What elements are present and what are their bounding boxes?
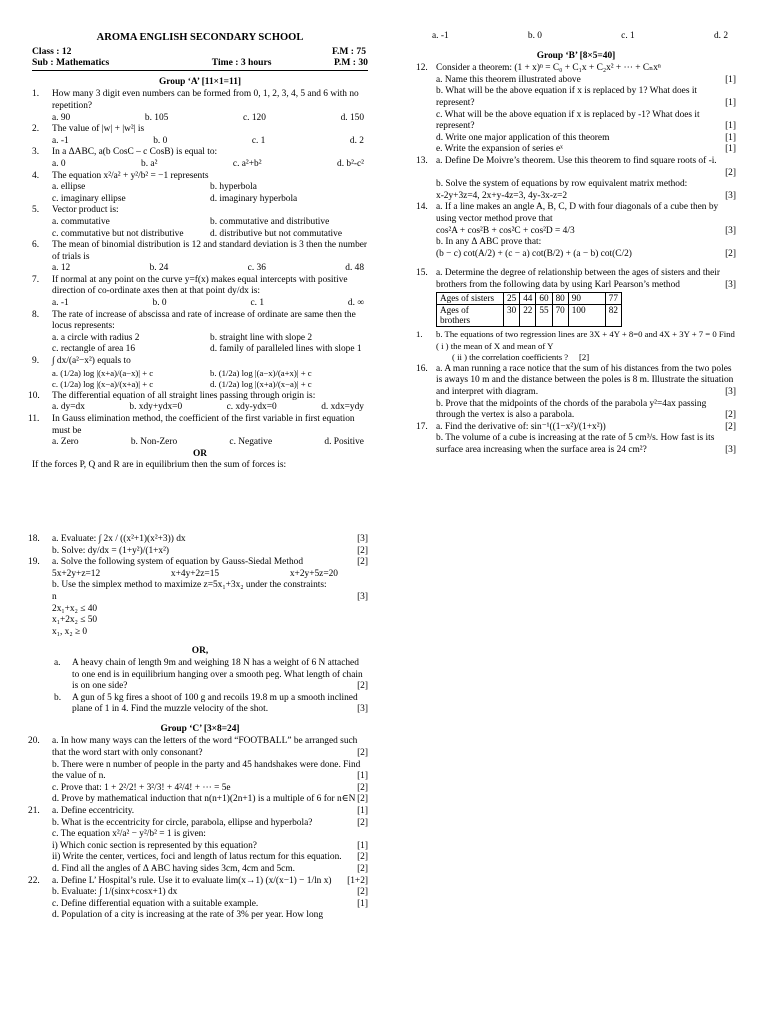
q12c: c. What will be the above equation if x is replaced by -1? What does it represent? [1] [436, 109, 736, 132]
question-19: 19. a. Solve the following system of equation by Gauss-Siedal Method [2] [28, 557, 368, 568]
exam-meta-row-1 [32, 46, 368, 58]
q19b: b. Use the simplex method to maximize z=5x₁+3x₂ under the constraints: [52, 580, 327, 591]
q21c: c. The equation x²/a² − y²/b² = 1 is given: [52, 829, 206, 840]
q3-options: a. 0 b. a² c. a²+b² d. b²-c² [52, 158, 364, 169]
q7-options: a. -1 b. 0 c. 1 d. ∞ [52, 298, 364, 309]
blank-gap [32, 472, 368, 534]
q14b-formula: (b − c) cot(A/2) + (c − a) cot(B/2) + (a − b) cot(C/2) [2] [436, 248, 736, 259]
question-20: 20. a. In how many ways can the letters of the word “FOOTBALL” be arranged such that the word start with only consonant? [2] [28, 736, 368, 759]
subject-label: Sub : Mathematics [32, 57, 110, 69]
q19a-equations: 5x+2y+z=12 x+4y+2z=15 x+2y+5z=20 [52, 568, 338, 579]
question-14: 14. a. If a line makes an angle A, B, C, D with four diagonals of a cube then by using vector method prove that [416, 202, 719, 224]
q14a-formula: cos²A + cos²B + cos²C + cos²D = 4/3 [3] [436, 225, 736, 236]
q9-options: a. (1/2a) log |(x+a)/(a−x)| + c b. (1/2a) log |(a−x)/(a+x)| + c c. (1/2a) log |(x−a)/(x+a)| + c d. (1/2a) log |(x+a)/(x−a)| + c [52, 367, 312, 390]
group-a-title: Group ‘A’ [11×1=11] [158, 76, 242, 87]
group-b-title: Group ‘B’ [8×5=40] [536, 50, 616, 61]
q12b: b. What will be the above equation if x is replaced by 1? What does it represent? [1] [436, 86, 736, 108]
q11-options: a. Zero b. Non-Zero c. Negative d. Positive [52, 437, 364, 448]
constraint-1: 2x₁+x₂ ≤ 40 [52, 603, 98, 614]
question-2: 2. The value of |w| + |w²| is [32, 124, 145, 135]
q17b: b. The volume of a cube is increasing at the rate of 5 cm³/s. How fast is its surface area increasing when the surface area is 24 cm²? [3] [436, 433, 736, 455]
q16b: b. Prove that the midpoints of the chords of the parabola y²=4ax passing through the vertex is also a parabola. [2] [436, 398, 736, 421]
q13b-equations: x-2y+3z=4, 2x+y-4z=3, 4y-3x-z=2 [3] [436, 190, 736, 201]
q15b: 1. b. The equations of two regression lines are 3X + 4Y + 8=0 and 4X + 3Y + 7 = 0 Find ( i ) the mean of X and mean of Y [416, 328, 735, 351]
question-1: 1. How many 3 digit even numbers can be formed from 0, 1, 2, 3, 4, 5 and 6 with no repetition? [32, 89, 359, 111]
q13a-marks: [2] [725, 167, 736, 178]
q12d: d. Write one major application of this theorem [1] [436, 132, 736, 143]
or-question-b: b. A gun of 5 kg fires a shoot of 100 g and recoils 19.8 m up a smooth inclined plane of 1 in 4. Find the muzzle velocity of the shot. [3] [54, 692, 368, 715]
q2-options: a. -1 b. 0 c. 1 d. 2 [52, 135, 364, 146]
or-label: OR [192, 448, 208, 459]
table-row: Ages of sisters 25 44 60 80 90 77 [437, 293, 622, 305]
group-c-title: Group ‘C’ [3×8=24] [160, 723, 240, 734]
question-8: 8. The rate of increase of abscissa and rate of increase of ordinate are same then the locus represents: [32, 309, 356, 332]
q21d: d. Find all the angles of Δ ABC having sides 3cm, 4cm and 5cm. [2] [52, 864, 368, 874]
q18b: b. Solve: dy/dx = (1+y²)/(1+x²) [2] [52, 545, 368, 556]
full-marks: F.M : 75 [331, 45, 366, 57]
question-17: 17. a. Find the derivative of: sin⁻¹((1−x²)/(1+x²)) [2] [416, 421, 736, 432]
q20c: c. Prove that: 1 + 2²/2! + 3²/3! + 4²/4! + ⋯ = 5e [2] [52, 782, 368, 793]
q14b: b. In any Δ ABC prove that: [436, 237, 542, 248]
q21b: b. What is the eccentricity for circle, parabola, ellipse and hyperbola? [2] [52, 817, 368, 828]
or-label-2: OR, [191, 646, 209, 657]
q19b-n: n [3] [52, 591, 368, 602]
q15b-ii: ( ii ) the correlation coefficients ? [2] [452, 352, 590, 363]
q8-options: a. a circle with radius 2 b. straight line with slope 2 c. rectangle of area 16 d. family of paralleled lines with slope 1 [52, 332, 362, 355]
question-10: 10. The differential equation of all straight lines passing through origin is: [28, 390, 316, 401]
q22d: d. Population of a city is increasing at the rate of 3% per year. How long [52, 910, 324, 921]
question-13: 13. a. Define De Moivre’s theorem. Use this theorem to find square roots of -i. [416, 155, 717, 166]
question-18: 18. a. Evaluate: ∫ 2x / ((x²+1)(x²+3)) dx [3] [28, 533, 368, 544]
q22c: c. Define differential equation with a suitable example. [1] [52, 898, 368, 909]
question-11: 11. In Gauss elimination method, the coefficient of the first variable in first equation must be [28, 414, 355, 436]
left-column [28, 32, 368, 922]
constraint-3: x₁, x₂ ≥ 0 [52, 626, 88, 637]
forces-question: If the forces P, Q and R are in equilibrium then the sum of forces is: [32, 460, 287, 471]
or-question-a: a. A heavy chain of length 9m and weighing 18 N has a weight of 6 N attached to one end is in equilibrium hanging over a smooth peg. What length of chain is on one side? [2] [54, 657, 368, 692]
q5-options: a. commutative b. commutative and distributive c. commutative but not distributive d. distributive but not commutative [52, 216, 343, 239]
q10-options: a. dy=dx b. xdy+ydx=0 c. xdy-ydx=0 d. xdx=ydy [52, 402, 364, 413]
q20b: b. There were n number of people in the party and 45 handshakes were done. Find the value of n. [1] [52, 759, 368, 782]
pass-marks: P.M : 30 [333, 57, 368, 69]
q21c-i: i) Which conic section is represented by this equation? [1] [52, 840, 368, 851]
table-row: Ages of brothers 30 22 55 70 100 82 [437, 304, 622, 326]
question-9: 9. ∫ dx/(a²−x²) equals to [32, 356, 131, 367]
right-column [416, 31, 736, 457]
school-title: AROMA ENGLISH SECONDARY SCHOOL [96, 32, 304, 43]
q12a: a. Name this theorem illustrated above [1] [436, 74, 736, 85]
forces-options: a. -1 b. 0 c. 1 d. 2 [432, 31, 728, 41]
question-12: 12. Consider a theorem: (1 + x)ⁿ = C₀ + C₁x + C₂x² + ⋯ + Cₙxⁿ [416, 63, 661, 74]
class-label: Class : 12 [32, 45, 72, 57]
q6-options: a. 12 b. 24 c. 36 d. 48 [52, 263, 364, 274]
constraint-2: x₁+2x₂ ≤ 50 [52, 615, 98, 626]
question-16: 16. a. A man running a race notice that the sum of his distances from the two poles is aways 10 m and the distance between the poles is 8 m. Illustrate the situation and interpret with diagram. [3] [416, 363, 736, 397]
question-5: 5. Vector product is: [32, 205, 119, 216]
q1-options: a. 90 b. 105 c. 120 d. 150 [52, 112, 364, 123]
question-3: 3. In a ΔABC, a(b CosC – c CosB) is equal to: [32, 147, 218, 158]
ages-table [436, 292, 622, 327]
question-4: 4. The equation x²/a² + y²/b² = −1 represents [32, 170, 209, 181]
q21c-ii: ii) Write the center, vertices, foci and length of latus rectum for this equation. [2] [52, 852, 368, 863]
q4-options: a. ellipse b. hyperbola c. imaginary ellipse d. imaginary hyperbola [52, 182, 298, 204]
header-rule [32, 70, 368, 71]
q12e: e. Write the expansion of series eˣ [1] [436, 144, 736, 155]
question-22: 22. a. Define L’ Hospital’s rule. Use it to evaluate lim(x→1) (x/(x−1) − 1/ln x) [1+2] [28, 875, 368, 886]
question-7: 7. If normal at any point on the curve y=f(x) makes equal intercepts with positive direction of co-ordinate axes then at that point dy/dx is: [32, 274, 348, 297]
q13b: b. Solve the system of equations by row equivalent matrix method: [436, 179, 688, 190]
time-label: Time : 3 hours [211, 57, 272, 69]
q22b: b. Evaluate: ∫ 1/(sinx+cosx+1) dx [2] [52, 887, 368, 898]
question-6: 6. The mean of binomial distribution is 12 and standard deviation is 3 then the number of trials is [32, 240, 368, 262]
question-21: 21. a. Define eccentricity. [1] [28, 806, 368, 817]
exam-meta-row-2 [32, 57, 368, 69]
q20d: d. Prove by mathematical induction that n(n+1)(2n+1) is a multiple of 6 for n∈N [2] [52, 794, 368, 805]
question-15: 15. a. Determine the degree of relationship between the ages of sisters and their brothers from the following data by using Karl Pearson’s method [3] [416, 268, 736, 290]
